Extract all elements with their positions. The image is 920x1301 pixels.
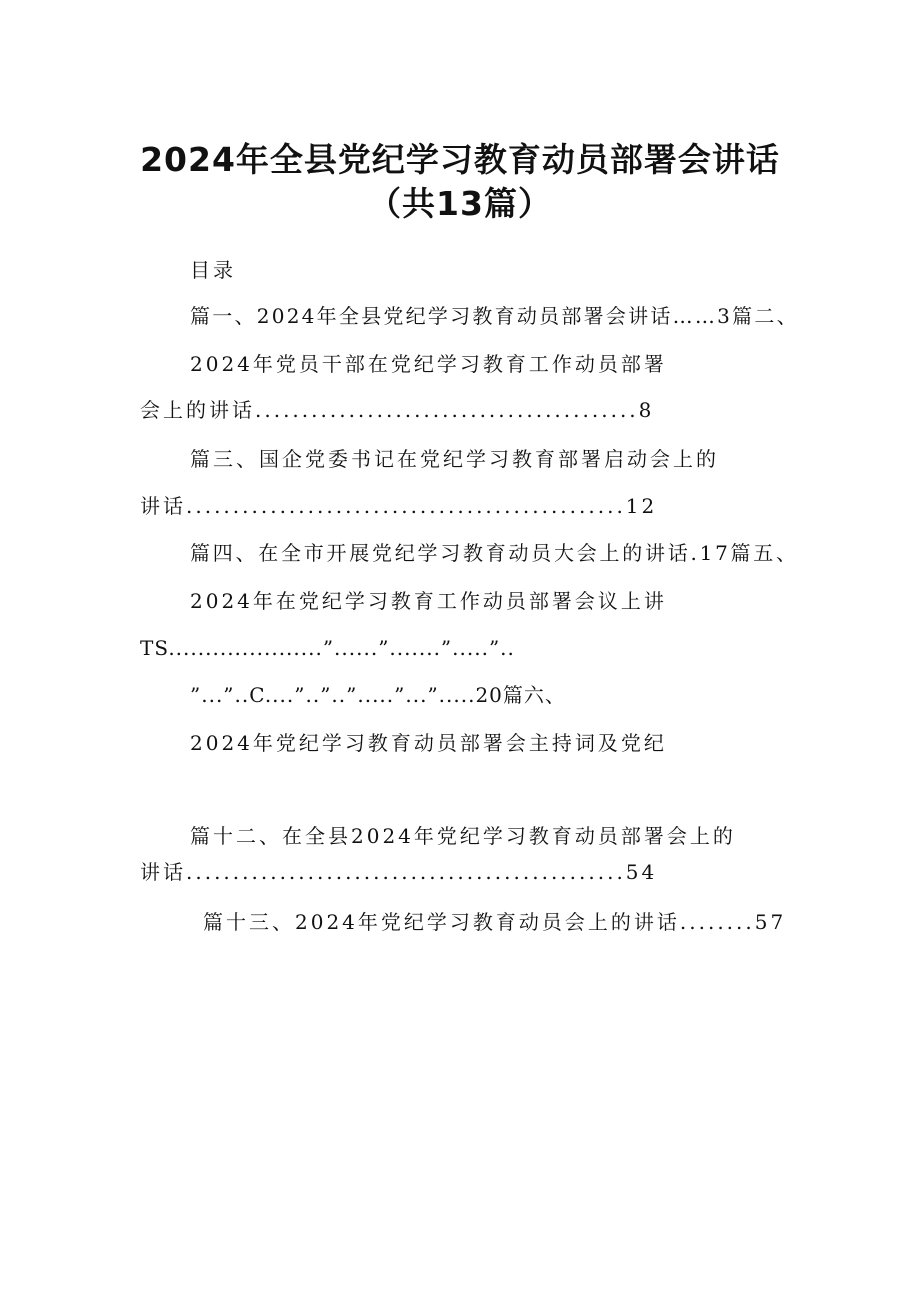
document-subtitle: （共13篇） xyxy=(368,184,552,223)
toc-heading: 目录 xyxy=(190,258,236,282)
document-title: 2024年全县党纪学习教育动员部署会讲话 xyxy=(140,140,780,179)
toc-entry-3[interactable]: 篇三、国企党委书记在党纪学习教育部署启动会上的 xyxy=(190,447,719,471)
toc-entry-2[interactable]: 2024年党员干部在党纪学习教育工作动员部署 xyxy=(190,352,667,376)
toc-entry-1[interactable]: 篇一、2024年全县党纪学习教育动员部署会讲话……3篇二、 xyxy=(190,304,799,328)
toc-entry-5-cont-2[interactable]: ”...”..C....”..”..”.....”...”.....20篇六、 xyxy=(190,683,566,707)
toc-entry-3-cont[interactable]: 讲话...............................................12 xyxy=(140,494,658,518)
toc-entry-6[interactable]: 2024年党纪学习教育动员部署会主持词及党纪 xyxy=(190,731,667,755)
toc-entry-2-cont[interactable]: 会上的讲话.........................................8 xyxy=(140,398,655,422)
toc-entry-4[interactable]: 篇四、在全市开展党纪学习教育动员大会上的讲话.17篇五、 xyxy=(190,541,799,565)
toc-entry-5[interactable]: 2024年在党纪学习教育工作动员部署会议上讲 xyxy=(190,589,667,613)
toc-entry-12-cont[interactable]: 讲话...............................................54 xyxy=(140,860,658,884)
toc-entry-13[interactable]: 篇十三、2024年党纪学习教育动员会上的讲话........57 xyxy=(203,910,787,934)
toc-entry-12[interactable]: 篇十二、在全县2024年党纪学习教育动员部署会上的 xyxy=(190,824,736,848)
toc-entry-5-cont[interactable]: TS.....................”......”.......”.....”.. xyxy=(140,636,515,660)
